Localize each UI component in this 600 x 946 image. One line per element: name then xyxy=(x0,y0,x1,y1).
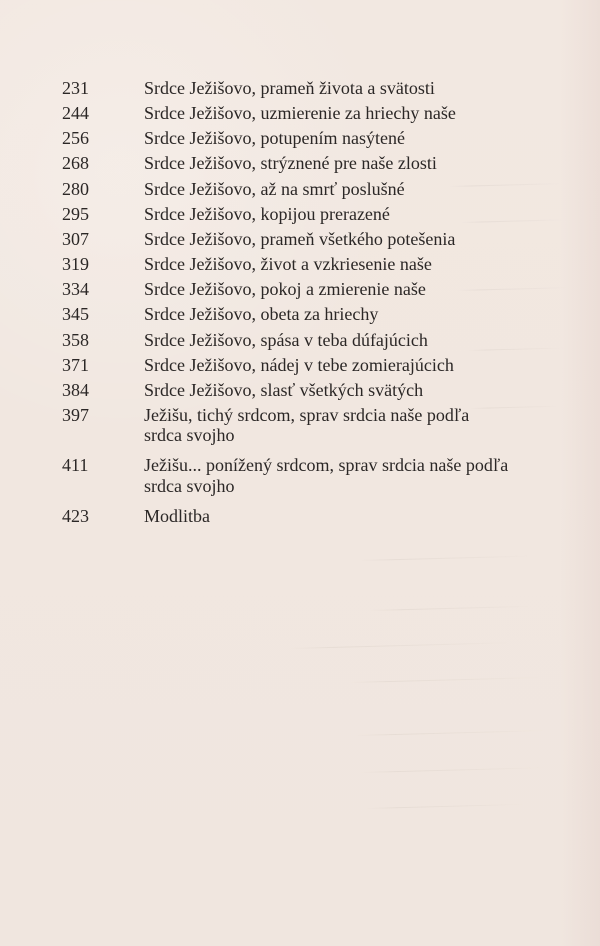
page-number: 319 xyxy=(62,254,89,275)
entry-title: Srdce Ježišovo, slasť všetkých svätých xyxy=(144,379,424,400)
toc-entry xyxy=(62,204,532,224)
toc-entry xyxy=(62,254,532,274)
page-number: 307 xyxy=(62,228,89,249)
page-number: 256 xyxy=(62,128,89,149)
toc-entry xyxy=(62,405,532,445)
show-through-line xyxy=(350,677,540,683)
page-number: 334 xyxy=(62,279,89,300)
entry-title: Srdce Ježišovo, obeta za hriechy xyxy=(144,304,379,325)
toc-entry xyxy=(62,455,532,495)
table-of-contents xyxy=(62,78,532,531)
toc-entry xyxy=(62,78,532,98)
toc-entry xyxy=(62,355,532,375)
toc-entry xyxy=(62,506,532,526)
entry-title: Srdce Ježišovo, život a vzkriesenie naše xyxy=(144,254,432,275)
show-through-line xyxy=(370,606,530,611)
entry-title: Srdce Ježišovo, potupením nasýtené xyxy=(144,128,405,149)
entry-title: Srdce Ježišovo, pokoj a zmierenie naše xyxy=(144,279,426,300)
toc-entry xyxy=(62,229,532,249)
toc-entry xyxy=(62,128,532,148)
entry-title: Modlitba xyxy=(144,505,210,526)
show-through-line xyxy=(355,730,545,736)
entry-title: Ježišu... ponížený srdcom, sprav srdcia naše podľa srdca svojho xyxy=(144,455,509,496)
toc-entry xyxy=(62,304,532,324)
toc-entry xyxy=(62,279,532,299)
page-number: 384 xyxy=(62,379,89,400)
toc-entry xyxy=(62,179,532,199)
entry-title: Srdce Ježišovo, prameň života a svätosti xyxy=(144,78,435,98)
entry-title: Srdce Ježišovo, spása v teba dúfajúcich xyxy=(144,329,428,350)
toc-entry xyxy=(62,380,532,400)
toc-entry xyxy=(62,153,532,173)
page-number: 345 xyxy=(62,304,89,325)
show-through-line xyxy=(365,804,525,809)
page-number: 423 xyxy=(62,505,89,526)
page-number: 244 xyxy=(62,103,89,124)
page-number: 268 xyxy=(62,153,89,174)
entry-title: Srdce Ježišovo, uzmierenie za hriechy naše xyxy=(144,103,456,124)
page-number: 295 xyxy=(62,203,89,224)
page-number: 411 xyxy=(62,455,89,476)
page-number: 280 xyxy=(62,178,89,199)
toc-entry xyxy=(62,103,532,123)
page-number: 371 xyxy=(62,354,89,375)
show-through-line xyxy=(360,556,530,561)
entry-title: Srdce Ježišovo, kopijou prerazené xyxy=(144,203,390,224)
page-edge-shadow xyxy=(560,0,600,946)
toc-entry xyxy=(62,330,532,350)
page-number: 358 xyxy=(62,329,89,350)
entry-title: Srdce Ježišovo, strýznené pre naše zlosti xyxy=(144,153,437,174)
show-through-line xyxy=(290,642,510,649)
page-number: 397 xyxy=(62,405,89,426)
page-number: 231 xyxy=(62,78,89,98)
entry-title: Srdce Ježišovo, nádej v tebe zomierajúcich xyxy=(144,354,454,375)
show-through-line xyxy=(360,767,545,773)
entry-title: Srdce Ježišovo, prameň všetkého potešenia xyxy=(144,228,456,249)
entry-title: Ježišu, tichý srdcom, sprav srdcia naše podľa srdca svojho xyxy=(144,405,470,446)
entry-title: Srdce Ježišovo, až na smrť poslušné xyxy=(144,178,405,199)
